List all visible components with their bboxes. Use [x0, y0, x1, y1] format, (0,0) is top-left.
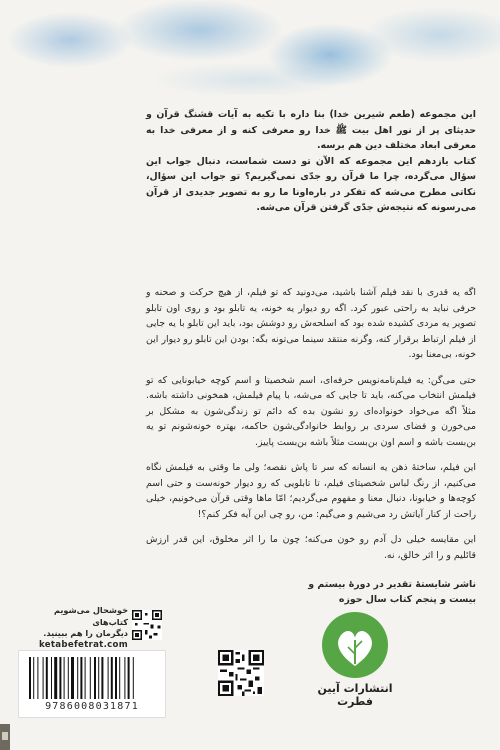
- publisher-name: انتشارات آیین فطرت: [317, 682, 393, 708]
- qr-code-icon: [218, 650, 264, 696]
- watercolor-header: [0, 0, 500, 95]
- excerpt-paragraph-4: این مقایسه خیلی دل آدم رو خون می‌کنه؛ چون ما را اثر مخلوق، این قدر ارزش قائلیم و را اثر خالق، نه.: [146, 534, 476, 561]
- intro-paragraph-2: کتاب یازدهم این مجموعه که الآن تو دست شماست، دنبال جواب این سؤال می‌گرده، چرا ما قرآن رو جدّی نمی‌گیریم؟ تو جواب این سؤال، نکاتی مطرح می‌شه که تفکر در باره‌اونا ما رو به تصویر جدیدی از قرآن می‌رسونه که نتیجه‌ش جدّی گرفتن قرآن می‌شه.: [146, 155, 476, 213]
- excerpt-paragraph-2: حتی می‌گن: یه فیلم‌نامه‌نویس حرفه‌ای، اسم شخصیتا و اسم کوچه خیابونایی که تو فیلمش انتخاب می‌کنه، باید تا جایی که می‌شه، با پیام فیلمش، همخونی داشته باشه. مثلاً اگه می‌خواد خونواده‌ای رو نشون بده که دائم تو زندگی‌شون به مشکل بر می‌خورن و فضای سردی بر روابط خانوادگی‌شون حاکمه، بهتره خونه‌شونم تو یه بن‌بست باشه و اسم اون بن‌بست مثلاً باشه بن‌بست پاییز.: [146, 374, 476, 448]
- intro-paragraph-1: این مجموعه (طعم شیرین خدا) بنا داره با تکیه به آیات قشنگ قرآن و حدیثای پر از نور اهل بیت ﷺ خدا رو معرفی کنه و از معرفی خدا به معرفی ابعاد مختلف دین هم برسه.: [146, 109, 476, 151]
- barcode-bars: [29, 657, 155, 699]
- award-line-2: بیست و پنجم کتاب سال حوزه: [338, 594, 476, 605]
- edge-mark: [0, 724, 10, 750]
- shop-line-2: دیگرمان را هم ببینید.: [43, 628, 128, 638]
- barcode: [18, 650, 166, 718]
- shop-info: [20, 605, 128, 651]
- award-line-1: ناشر شایستهٔ تقدیر در دورهٔ بیستم و: [308, 579, 476, 590]
- intro-section: [146, 107, 476, 216]
- qr-code-small-icon: [132, 610, 162, 640]
- publisher-logo: [310, 610, 400, 710]
- isbn-number: 9786008031871: [45, 701, 139, 712]
- excerpt-paragraph-3: این فیلم، ساختهٔ ذهن یه انسانه که سر تا پاش نقصه؛ ولی ما وقتی به فیلمش نگاه می‌کنیم، از رنگ لباس شخصیتای فیلم، تا تابلویی که رو دیوار خونه‌ست و حتی اسم کوچه‌ها و خیابونا، دنبال معنا و مفهوم می‌گردیم؛ امّا ماها وقتی قرآن می‌خونیم، خیلی راحت از کنار آیاتش رد می‌شیم و می‌گیم: من، رو چی این آیه فکر کنم؟!: [146, 462, 476, 520]
- website-link[interactable]: ketabefetrat.com: [38, 639, 128, 650]
- excerpt-section: [146, 285, 476, 573]
- shop-line-1: خوشحال می‌شویم کتاب‌های: [53, 605, 128, 627]
- award-note: [230, 577, 476, 607]
- heart-leaf-icon: [320, 610, 390, 680]
- excerpt-paragraph-1: اگه یه قدری با نقد فیلم آشنا باشید، می‌دونید که تو فیلم، از هیچ حرکت و صحنه و حرفی نباید به راحتی عبور کرد. اگه رو دیوار یه خونه، یه تابلو بود و روی اون تابلو تصویر یه مردی کشیده شده بود که اسلحه‌ش رو دوشش بود، باید این تابلو با یه جایی از فیلم ارتباط برقرار کنه، وگرنه منتقد سینما می‌تونه بگه: بودن این تابلو رو دیوار این خونه، بی‌معنا بود.: [146, 287, 476, 360]
